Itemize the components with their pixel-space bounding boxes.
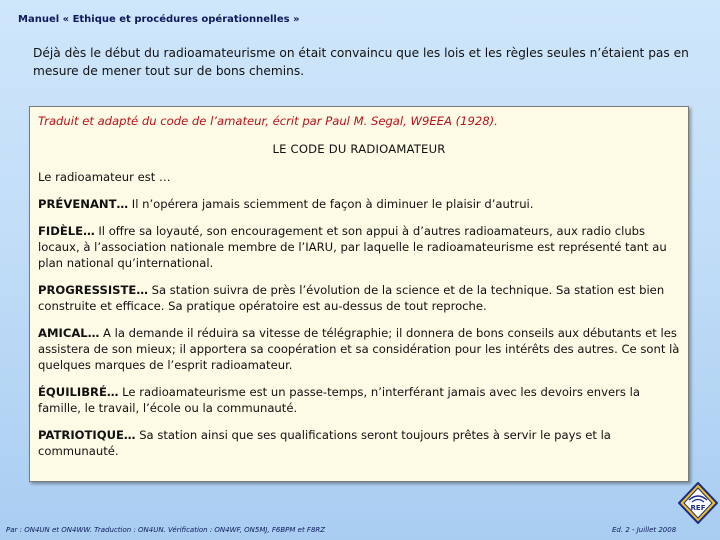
footer-credits: Par : ON4UN et ON4WW. Traduction : ON4UN. Vérification : ON4WF, ON5MJ, F6BPM et F8RZ	[6, 526, 326, 534]
virtue-prevenant	[38, 196, 680, 212]
virtue-amical	[38, 325, 680, 373]
code-quote-box	[29, 106, 689, 482]
document-header-title: Manuel « Ethique et procédures opérationnelles »	[18, 14, 300, 25]
virtue-text: A la demande il réduira sa vitesse de télégraphie; il donnera de bons conseils aux débutants et les assistera de son mieux; il apportera sa coopération et sa considération pour les intérêts des autres. Ce sont là quelques marques de l’esprit radioamateur.	[38, 326, 680, 372]
virtue-keyword: FIDÈLE…	[38, 224, 95, 238]
intro-paragraph: Déjà dès le début du radioamateurisme on était convaincu que les lois et les règles seules n’étaient pas en mesure de mener tout sur de bons chemins.	[33, 46, 689, 78]
virtue-keyword: ÉQUILIBRÉ…	[38, 385, 119, 399]
footer-edition: Ed. 2 - Juillet 2008	[612, 526, 677, 534]
virtue-text: Sa station ainsi que ses qualifications seront toujours prêtes à servir le pays et la communauté.	[38, 428, 611, 458]
virtue-keyword: PRÉVENANT…	[38, 197, 129, 211]
virtue-progressiste	[38, 282, 680, 314]
svg-text:REF: REF	[690, 504, 706, 512]
virtue-text: Il offre sa loyauté, son encouragement et son appui à d’autres radioamateurs, aux radio clubs locaux, à l’association nationale membre de l’IARU, par laquelle le radioamateurisme est représenté tant au plan national qu’international.	[38, 224, 667, 270]
virtue-patriotique	[38, 427, 680, 459]
code-intro-line: Le radioamateur est …	[38, 170, 171, 184]
code-title: LE CODE DU RADIOAMATEUR	[272, 142, 446, 156]
attribution-line: Traduit et adapté du code de l’amateur, écrit par Paul M. Segal, W9EEA (1928).	[38, 114, 498, 128]
virtue-keyword: PROGRESSISTE…	[38, 283, 148, 297]
virtue-text: Il n’opérera jamais sciemment de façon à diminuer le plaisir d’autrui.	[128, 197, 534, 211]
virtue-equilibre	[38, 384, 680, 416]
virtue-keyword: PATRIOTIQUE…	[38, 428, 136, 442]
ref-union-logo-icon	[678, 482, 718, 524]
virtue-text: Sa station suivra de près l’évolution de la science et de la technique. Sa station est bien construite et efficace. Sa pratique opératoire est au-dessus de tout reproche.	[38, 283, 665, 313]
virtue-fidele	[38, 223, 680, 271]
virtue-text: Le radioamateurisme est un passe-temps, n’interférant jamais avec les devoirs envers la famille, le travail, l’école ou la communauté.	[38, 385, 640, 415]
virtue-keyword: AMICAL…	[38, 326, 100, 340]
